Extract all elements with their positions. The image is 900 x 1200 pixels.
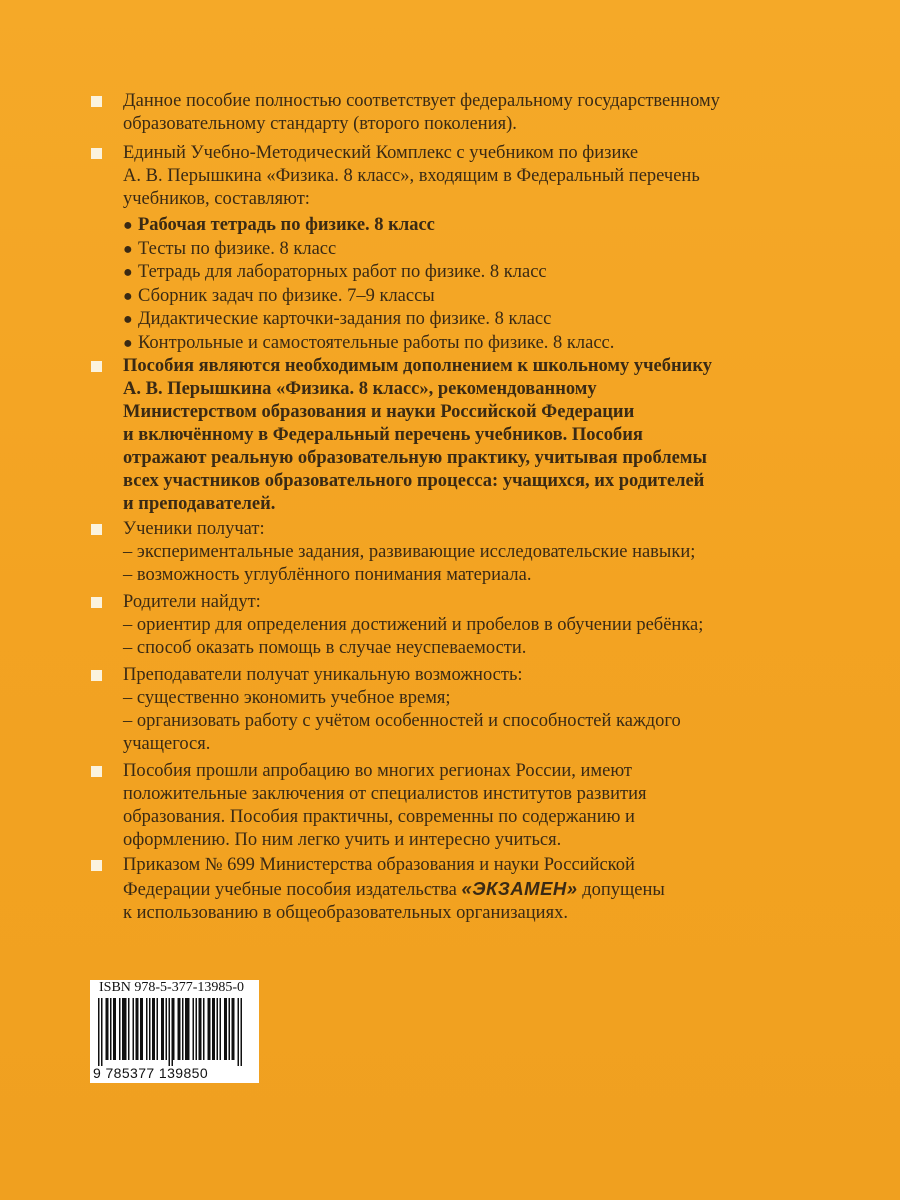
barcode-bar — [157, 998, 159, 1060]
bullet-square — [91, 766, 102, 777]
bullet-dot: ● — [123, 287, 133, 305]
barcode-bar — [146, 998, 148, 1060]
barcode-bar — [203, 998, 205, 1060]
barcode-bar — [209, 998, 211, 1060]
barcode-bar — [115, 998, 117, 1060]
bullet-dot: ● — [123, 240, 133, 258]
bullet-square — [91, 96, 102, 107]
barcode-bar — [140, 998, 142, 1060]
text-line: Пособия являются необходимым дополнением к школьному учебнику — [123, 356, 712, 376]
text-line: и включённому в Федеральный перечень учебников. Пособия — [123, 425, 643, 445]
umk-item: ● Тесты по физике. 8 класс — [123, 238, 614, 262]
text-line: – ориентир для определения достижений и пробелов в обучении ребёнка; — [123, 615, 704, 635]
barcode-bar — [133, 998, 135, 1060]
barcode-bar — [232, 998, 234, 1060]
text-line: Ученики получат: — [123, 519, 265, 539]
barcode-bar — [149, 998, 151, 1060]
barcode-bar — [106, 998, 108, 1060]
section-order — [123, 854, 843, 925]
text-line: положительные заключения от специалистов институтов развития — [123, 784, 647, 804]
text-line: – экспериментальные задания, развивающие исследовательские навыки; — [123, 542, 696, 562]
barcode-bar — [233, 998, 235, 1060]
barcode-bar — [185, 998, 187, 1060]
barcode-bar — [224, 998, 226, 1060]
barcode-bar — [178, 998, 180, 1060]
barcode-bar — [217, 998, 219, 1060]
barcode-bar — [172, 998, 174, 1066]
barcode-digits: 9 785377 139850 — [93, 1065, 208, 1081]
text-line: учебников, составляют: — [123, 189, 310, 209]
bullet-square — [91, 361, 102, 372]
barcode-bar — [220, 998, 222, 1060]
text-line: отражают реальную образовательную практику, учитывая проблемы — [123, 448, 707, 468]
section-standard — [123, 90, 843, 136]
barcode-bar — [110, 998, 112, 1060]
text-line: Родители найдут: — [123, 592, 261, 612]
umk-item: ● Сборник задач по физике. 7–9 классы — [123, 285, 614, 309]
umk-item: ● Контрольные и самостоятельные работы по физике. 8 класс. — [123, 332, 614, 356]
barcode-bar — [179, 998, 181, 1060]
barcode-bar — [163, 998, 165, 1060]
text-line: Преподаватели получат уникальную возможность: — [123, 665, 523, 685]
barcode-bar — [166, 998, 168, 1060]
publisher-name: «ЭКЗАМЕН» — [461, 878, 578, 899]
barcode-bar — [193, 998, 195, 1060]
barcode-bar — [208, 998, 210, 1060]
text-line: образования. Пособия практичны, современны по содержанию и — [123, 807, 635, 827]
barcode-bar — [188, 998, 190, 1060]
umk-list — [123, 214, 614, 355]
barcode-bar — [200, 998, 202, 1060]
barcode-bar — [212, 998, 214, 1060]
umk-item: ● Рабочая тетрадь по физике. 8 класс — [123, 214, 614, 238]
section-teachers — [123, 664, 843, 756]
barcode-bar — [173, 998, 175, 1060]
barcode-bar — [152, 998, 154, 1060]
bullet-square — [91, 148, 102, 159]
barcode-bar — [182, 998, 184, 1060]
text-line: – существенно экономить учебное время; — [123, 688, 451, 708]
barcode-bar — [154, 998, 156, 1060]
bullet-square — [91, 670, 102, 681]
section-students — [123, 518, 843, 587]
section-umk — [123, 142, 843, 211]
barcode-bar — [199, 998, 201, 1060]
barcode-bar — [238, 998, 240, 1066]
text-line: учащегося. — [123, 734, 211, 754]
isbn-barcode-block — [90, 980, 259, 1083]
text-line: – возможность углублённого понимания материала. — [123, 565, 532, 585]
barcode-bar — [229, 998, 231, 1060]
barcode-bar — [196, 998, 198, 1060]
bullet-square — [91, 860, 102, 871]
bullet-square — [91, 597, 102, 608]
bullet-dot: ● — [123, 334, 133, 352]
isbn-label: ISBN 978-5-377-13985-0 — [99, 980, 245, 995]
text-line: Федерации учебные пособия издательства «ЭКЗАМЕН» допущены — [123, 878, 665, 900]
text-line: всех участников образовательного процесса: учащихся, их родителей — [123, 471, 705, 491]
barcode-bar — [98, 998, 100, 1066]
bullet-dot: ● — [123, 311, 133, 328]
barcode-bar — [122, 998, 124, 1060]
text-line: образовательному стандарту (второго поколения). — [123, 114, 517, 134]
text-line: А. В. Перышкина «Физика. 8 класс», рекомендованному — [123, 379, 597, 399]
barcode-bar — [124, 998, 126, 1060]
text-line: Министерством образования и науки Российской Федерации — [123, 402, 635, 422]
barcode-bar — [142, 998, 144, 1060]
umk-item: ● Дидактические карточки-задания по физике. 8 класс — [123, 308, 614, 332]
text-line: Приказом № 699 Министерства образования и науки Российской — [123, 855, 635, 875]
barcode-bar — [113, 998, 115, 1060]
barcode-bar — [214, 998, 216, 1060]
barcode-bar — [128, 998, 130, 1060]
barcode-bar — [107, 998, 109, 1060]
text-line: оформлению. По ним легко учить и интересно учиться. — [123, 830, 562, 850]
barcode-bar — [101, 998, 103, 1066]
bullet-square — [91, 524, 102, 535]
barcode-bar — [187, 998, 189, 1060]
umk-item: ● Тетрадь для лабораторных работ по физике. 8 класс — [123, 261, 614, 285]
barcode-bar — [136, 998, 138, 1060]
text-line: Данное пособие полностью соответствует федеральному государственному — [123, 91, 720, 111]
text-line: А. В. Перышкина «Физика. 8 класс», входящим в Федеральный перечень — [123, 166, 700, 186]
text-line: и преподавателей. — [123, 494, 276, 514]
text-line: – способ оказать помощь в случае неуспеваемости. — [123, 638, 527, 658]
barcode-bar — [125, 998, 127, 1060]
text-line: Пособия прошли апробацию во многих регионах России, имеют — [123, 761, 633, 781]
text-line: – организовать работу с учётом особенностей и способностей каждого — [123, 711, 681, 731]
barcode-bar — [137, 998, 139, 1060]
section-supplement — [123, 355, 843, 516]
section-approbation — [123, 760, 843, 852]
barcode-bar — [226, 998, 228, 1060]
barcode-bar — [241, 998, 243, 1066]
barcode-bar — [169, 998, 171, 1066]
text-line: к использованию в общеобразовательных организациях. — [123, 903, 568, 923]
bullet-dot: ● — [123, 217, 133, 234]
text-line: Единый Учебно-Методический Комплекс с учебником по физике — [123, 143, 639, 163]
barcode-bar — [161, 998, 163, 1060]
barcode-image — [98, 998, 248, 1066]
section-parents — [123, 591, 843, 660]
barcode-bar — [119, 998, 121, 1060]
bullet-dot: ● — [123, 264, 133, 281]
